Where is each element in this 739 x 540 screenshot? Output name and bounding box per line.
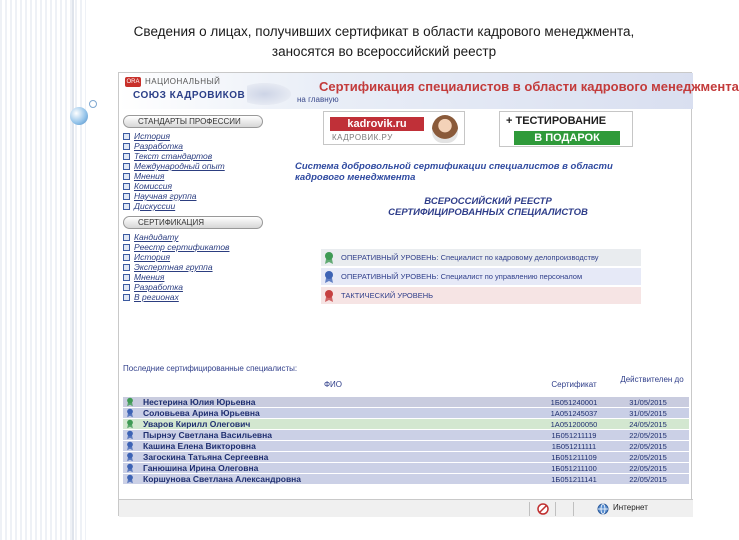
bullet-box-icon — [123, 153, 130, 160]
bullet-box-icon — [123, 203, 130, 210]
sidebar-item-label: Разработка — [134, 141, 183, 151]
system-title: Система добровольной сертификации специалистов в области кадрового менеджмента — [295, 161, 613, 183]
sidebar-item-label: Текст стандартов — [134, 151, 213, 161]
sidebar-item-label: Международный опыт — [134, 161, 225, 171]
certified-table — [123, 397, 689, 485]
sidebar-item-std-2[interactable] — [123, 151, 267, 161]
registry-title-line2: СЕРТИФИЦИРОВАННЫХ СПЕЦИАЛИСТОВ — [388, 207, 588, 218]
cell-valid: 31/05/2015 — [629, 397, 667, 407]
sidebar-item-label: История — [134, 131, 171, 141]
blue-medal-icon — [125, 441, 135, 451]
certification-level-label: ОПЕРАТИВНЫЙ УРОВЕНЬ: Специалист по кадровому делопроизводству — [341, 253, 599, 262]
table-row[interactable] — [123, 441, 689, 452]
bullet-box-icon — [123, 264, 130, 271]
kadrovik-banner[interactable] — [323, 111, 465, 145]
sidebar-item-label: Дискуссии — [134, 201, 176, 211]
blue-medal-icon — [125, 430, 135, 440]
browser-statusbar — [119, 499, 693, 517]
cell-valid: 31/05/2015 — [629, 408, 667, 418]
slide-decoration-line — [72, 0, 74, 540]
person-icon — [125, 452, 137, 462]
security-zone-label: Интернет — [613, 503, 648, 512]
cell-valid: 22/05/2015 — [629, 430, 667, 440]
cell-cert: 1Б051211111 — [551, 441, 597, 451]
blue-medal-icon — [125, 463, 135, 473]
person-icon — [125, 441, 137, 451]
cell-name: Загоскина Татьяна Сергеевна — [143, 452, 269, 462]
column-header-valid-until: Действителен до — [620, 375, 684, 384]
sidebar-item-label: Экспертная группа — [134, 262, 213, 272]
sidebar-item-cert-4[interactable] — [123, 272, 267, 282]
sidebar-item-std-4[interactable] — [123, 171, 267, 181]
green-medal-icon — [125, 397, 135, 407]
sidebar — [123, 115, 267, 302]
logo-line1: НАЦИОНАЛЬНЫЙ — [145, 77, 221, 86]
sidebar-item-std-7[interactable] — [123, 201, 267, 211]
sidebar-item-cert-2[interactable] — [123, 252, 267, 262]
sidebar-item-cert-1[interactable] — [123, 242, 267, 252]
cell-valid: 22/05/2015 — [629, 474, 667, 484]
sidebar-item-label: Научная группа — [134, 191, 197, 201]
bullet-box-icon — [123, 173, 130, 180]
person-icon — [125, 397, 137, 407]
cell-name: Пырнэу Светлана Васильевна — [143, 430, 273, 440]
sidebar-item-label: Мнения — [134, 272, 165, 282]
certification-level-label: ОПЕРАТИВНЫЙ УРОВЕНЬ: Специалист по управлению персоналом — [341, 272, 583, 281]
site-header — [119, 73, 739, 109]
sidebar-item-label: Кандидату — [134, 232, 179, 242]
table-row[interactable] — [123, 474, 689, 485]
red-medal-icon — [323, 289, 335, 303]
certification-level-link[interactable] — [321, 249, 641, 266]
person-icon — [125, 474, 137, 484]
blue-medal-icon — [323, 270, 335, 284]
bullet-box-icon — [123, 294, 130, 301]
cell-valid: 22/05/2015 — [629, 452, 667, 462]
bullet-box-icon — [123, 133, 130, 140]
person-icon — [125, 408, 137, 418]
home-link[interactable]: на главную — [297, 95, 339, 104]
certification-level-link[interactable] — [321, 287, 641, 304]
table-row[interactable] — [123, 419, 689, 430]
person-photo-icon — [432, 115, 458, 143]
cell-name: Уваров Кирилл Олегович — [143, 419, 251, 429]
bullet-box-icon — [123, 143, 130, 150]
person-icon — [125, 419, 137, 429]
table-header — [123, 375, 689, 395]
table-row[interactable] — [123, 430, 689, 441]
blue-medal-icon — [125, 474, 135, 484]
cell-valid: 22/05/2015 — [629, 441, 667, 451]
table-row[interactable] — [123, 397, 689, 408]
browser-screenshot — [118, 72, 739, 516]
testing-banner-subtitle: В ПОДАРОК — [514, 131, 620, 145]
cell-cert: 1Б051211109 — [551, 452, 597, 462]
cell-name: Нестерина Юлия Юрьевна — [143, 397, 256, 407]
sidebar-section-standards[interactable]: СТАНДАРТЫ ПРОФЕССИИ — [123, 115, 263, 128]
bullet-box-icon — [123, 234, 130, 241]
bullet-box-icon — [123, 254, 130, 261]
sidebar-item-std-6[interactable] — [123, 191, 267, 201]
bullet-box-icon — [123, 284, 130, 291]
sidebar-item-std-5[interactable] — [123, 181, 267, 191]
sidebar-item-label: История — [134, 252, 171, 262]
testing-banner-title: + ТЕСТИРОВАНИЕ — [506, 115, 607, 127]
sidebar-section-certification[interactable]: СЕРТИФИКАЦИЯ — [123, 216, 263, 229]
slide-title-line1: Сведения о лицах, получивших сертификат в области кадрового менеджмента, — [133, 24, 635, 39]
bullet-box-icon — [123, 163, 130, 170]
sidebar-item-std-0[interactable] — [123, 131, 267, 141]
blue-medal-icon — [125, 452, 135, 462]
sidebar-item-label: Разработка — [134, 282, 183, 292]
site-logo[interactable] — [123, 75, 293, 107]
green-medal-icon — [125, 419, 135, 429]
sidebar-item-std-1[interactable] — [123, 141, 267, 151]
person-icon — [125, 463, 137, 473]
bullet-box-icon — [123, 274, 130, 281]
russia-map-icon — [247, 83, 291, 105]
column-header-name: ФИО — [323, 380, 343, 389]
cell-valid: 22/05/2015 — [629, 463, 667, 473]
logo-line2: СОЮЗ КАДРОВИКОВ — [133, 90, 246, 101]
bullet-box-icon — [123, 183, 130, 190]
slide-title — [84, 22, 684, 62]
blue-medal-icon — [125, 408, 135, 418]
registry-title-line1: ВСЕРОССИЙСКИЙ РЕЕСТР — [424, 196, 552, 207]
sidebar-item-cert-5[interactable] — [123, 282, 267, 292]
site-header-title: Сертификация специалистов в области кадрового менеджмента — [319, 79, 739, 94]
statusbar-divider — [555, 502, 556, 516]
bullet-box-icon — [123, 193, 130, 200]
cell-cert: 1Б051211119 — [551, 430, 597, 440]
person-icon — [125, 430, 137, 440]
internet-globe-icon — [597, 503, 609, 515]
table-row[interactable] — [123, 463, 689, 474]
decoration-bubble-small — [89, 100, 97, 108]
green-medal-icon — [323, 251, 335, 265]
testing-gift-banner[interactable] — [499, 111, 633, 147]
logo-badge: ORA — [126, 79, 140, 85]
sidebar-item-cert-3[interactable] — [123, 262, 267, 272]
cell-name: Коршунова Светлана Александровна — [143, 474, 302, 484]
cell-name: Ганюшина Ирина Олеговна — [143, 463, 259, 473]
sidebar-item-label: Комиссия — [134, 181, 173, 191]
cell-cert: 1Б051240001 — [550, 397, 598, 407]
cell-name: Кашина Елена Викторовна — [143, 441, 256, 451]
kadrovik-banner-subtitle: КАДРОВИК.РУ — [332, 133, 393, 142]
registry-title — [333, 196, 643, 218]
security-blocked-icon — [537, 503, 549, 515]
decoration-bubble — [70, 107, 88, 125]
statusbar-divider — [573, 502, 574, 516]
table-row[interactable] — [123, 408, 689, 419]
statusbar-divider — [529, 502, 530, 516]
sidebar-item-label: Реестр сертификатов — [134, 242, 230, 252]
table-row[interactable] — [123, 452, 689, 463]
cell-cert: 1А051245037 — [550, 408, 598, 418]
column-header-certificate: Сертификат — [551, 380, 597, 389]
bullet-box-icon — [123, 244, 130, 251]
sidebar-item-std-3[interactable] — [123, 161, 267, 171]
sidebar-item-label: В регионах — [134, 292, 179, 302]
kadrovik-banner-title: kadrovik.ru — [330, 117, 424, 131]
sidebar-item-label: Мнения — [134, 171, 165, 181]
sidebar-item-cert-0[interactable] — [123, 232, 267, 242]
cell-valid: 24/05/2015 — [629, 419, 667, 429]
slide-title-line2: заносятся во всероссийский реестр — [271, 44, 497, 59]
sidebar-item-cert-6[interactable] — [123, 292, 267, 302]
cell-cert: 1Б051211141 — [551, 474, 597, 484]
certification-level-label: ТАКТИЧЕСКИЙ УРОВЕНЬ — [341, 291, 434, 300]
recent-certified-caption: Последние сертифицированные специалисты: — [123, 364, 298, 373]
cell-name: Соловьева Арина Юрьевна — [143, 408, 260, 418]
cell-cert: 1А051200050 — [550, 419, 598, 429]
certification-level-link[interactable] — [321, 268, 641, 285]
cell-cert: 1Б051211100 — [551, 463, 597, 473]
